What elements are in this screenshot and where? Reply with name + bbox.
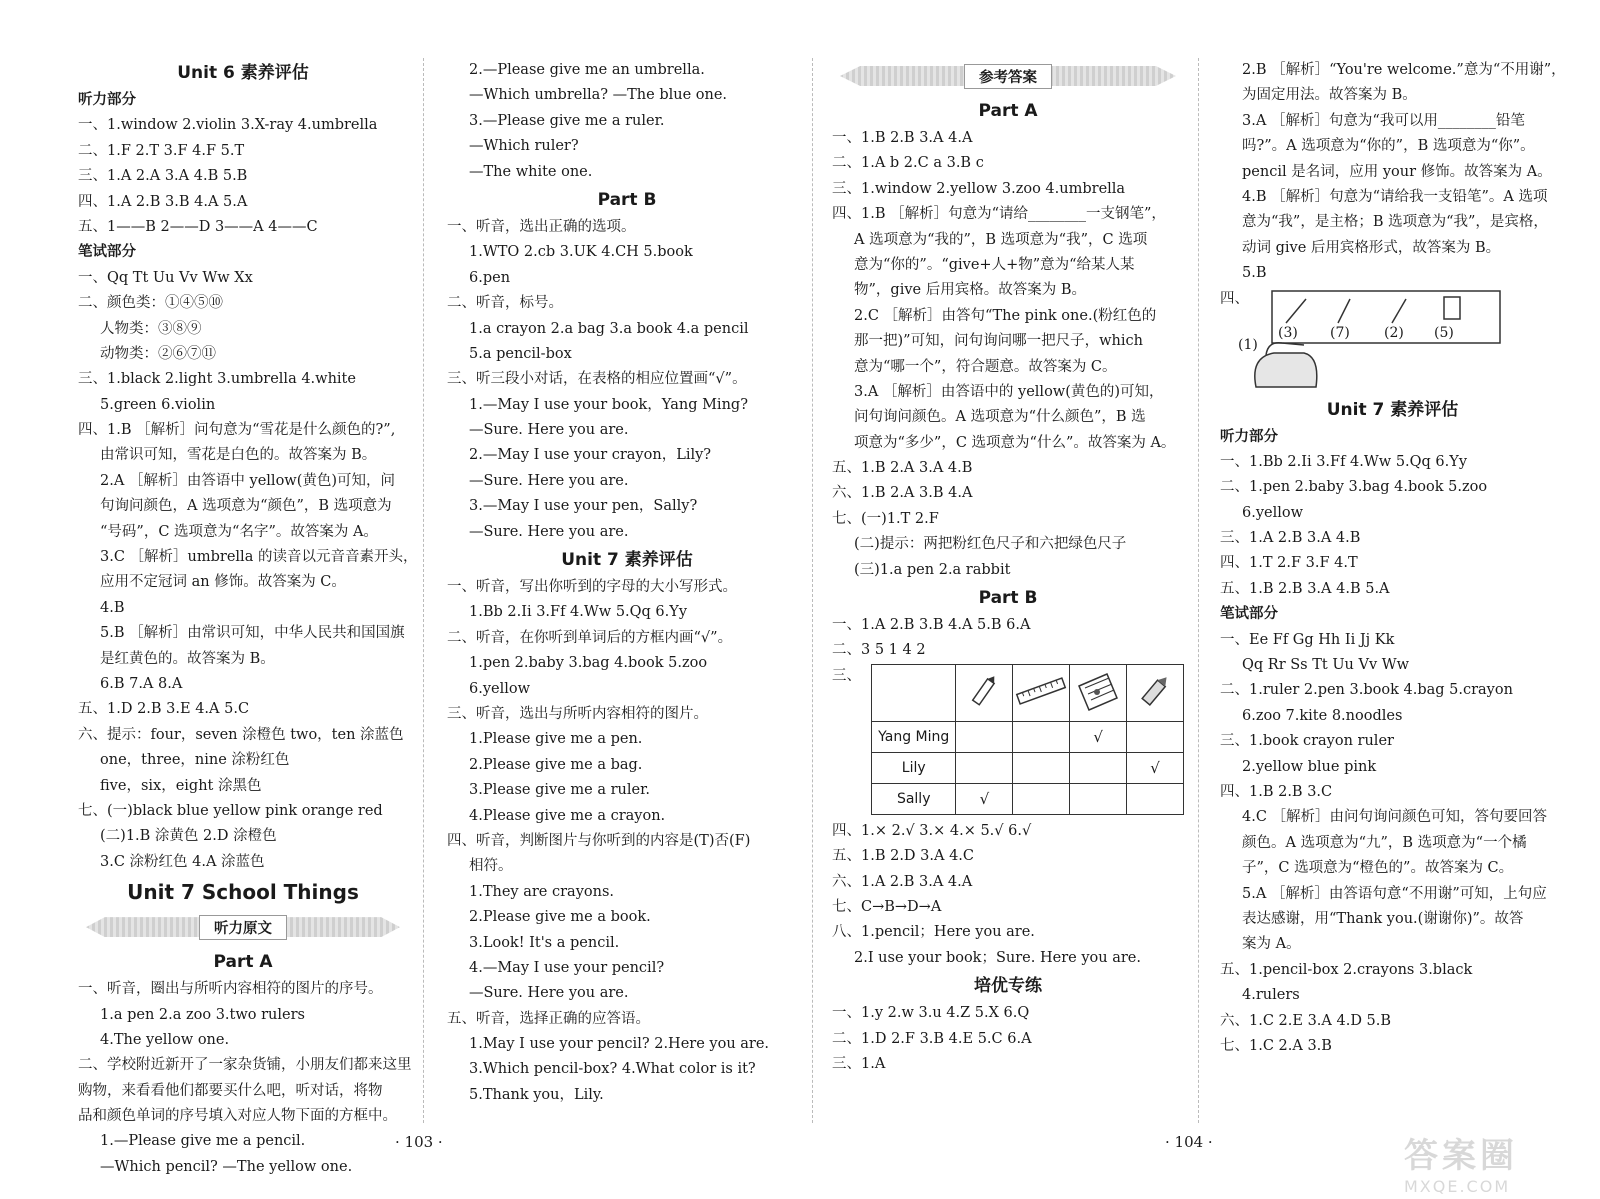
answer-line: 物”，give 后用宾格。故答案为 B。 — [854, 282, 1086, 299]
answer-line: 二、1.A b 2.C a 3.B c — [832, 155, 984, 172]
answer-line: 五、1.D 2.B 3.E 4.A 5.C — [78, 701, 250, 718]
answer-line: —Sure. Here you are. — [469, 472, 629, 489]
answer-line: 七、(一)black blue yellow pink orange red — [78, 802, 383, 819]
page-number-right: · 104 · — [1165, 1133, 1213, 1151]
answer-line: 3.Look! It's a pencil. — [469, 934, 620, 951]
answer-line: 4.The yellow one. — [100, 1031, 230, 1048]
picture-question-label: 四、 — [1220, 290, 1249, 307]
divider-1 — [423, 58, 424, 1123]
answer-line: 4.C ［解析］由问句询问颜色可知，答句要回答 — [1242, 809, 1548, 826]
answer-line: 3.A ［解析］由答语中的 yellow(黄色的)可知， — [854, 383, 1164, 400]
watermark-logo — [1404, 1128, 1554, 1196]
answer-line: 六、1.C 2.E 3.A 4.D 5.B — [1220, 1012, 1392, 1029]
column-b — [447, 58, 807, 1108]
answer-line: 吗?”。A 选项意为“你的”，B 选项意为“你”。 — [1242, 138, 1535, 155]
answer-line: 二、1.pen 2.baby 3.bag 4.book 5.zoo — [1220, 479, 1488, 496]
answer-line: 6.yellow — [469, 680, 531, 697]
ruler-picture — [1013, 664, 1070, 721]
answer-line: 四、1.B ［解析］问句意为“雪花是什么颜色的?”, — [78, 422, 396, 439]
answer-line: 品和颜色单词的序号填入对应人物下面的方框中。 — [78, 1108, 397, 1125]
answer-line: 2.B ［解析］“You're welcome.”意为“不用谢”， — [1242, 62, 1566, 78]
tick-cell — [1013, 752, 1070, 783]
answer-line: 5.A ［解析］由答语句意“不用谢”可知，上句应 — [1242, 885, 1547, 902]
answer-line: 3.C 涂粉红色 4.A 涂蓝色 — [100, 853, 265, 870]
answer-line: 2.—Please give me an umbrella. — [469, 62, 705, 78]
answer-line: 六、1.B 2.A 3.B 4.A — [832, 485, 973, 502]
answer-line: 六、1.A 2.B 3.A 4.A — [832, 873, 973, 890]
answer-line: 5.green 6.violin — [100, 396, 216, 413]
picture-number: (7) — [1330, 324, 1350, 341]
answer-line: 二、1.D 2.F 3.B 4.E 5.C 6.A — [832, 1030, 1032, 1047]
answer-line: 四、听音，判断图片与你听到的内容是(T)否(F) — [447, 832, 751, 849]
answer-line: 三、1.book crayon ruler — [1220, 733, 1394, 750]
answer-line: one，three，nine 涂粉红色 — [100, 752, 290, 769]
picture-number: (3) — [1278, 324, 1298, 341]
answer-line: 5.a pencil-box — [469, 345, 572, 362]
answer-line: 三、听音，选出与所听内容相符的图片。 — [447, 705, 708, 722]
picture-number: (1) — [1238, 336, 1258, 353]
tick-cell: √ — [956, 783, 1013, 814]
section-heading: Part B — [978, 588, 1038, 609]
watermark-line1: 答案圈 — [1404, 1136, 1518, 1176]
answer-line: 四、1.A 2.B 3.B 4.A 5.A — [78, 193, 248, 210]
answer-line: 购物，来看看他们都要买什么吧，听对话，将物 — [78, 1082, 383, 1099]
answer-line: 句询问颜色，A 选项意为“颜色”，B 选项意为 — [100, 498, 392, 515]
answer-line: 七、(一)1.T 2.F — [832, 510, 939, 527]
answer-line: 二、听音，在你听到单词后的方框内画“√”。 — [447, 629, 733, 646]
answer-line: 4.Please give me a crayon. — [469, 807, 666, 824]
tick-cell — [1013, 721, 1070, 752]
answer-line: Qq Rr Ss Tt Uu Vv Ww — [1242, 657, 1410, 674]
answer-line: 2.Please give me a book. — [469, 909, 651, 926]
answer-line: (三)1.a pen 2.a rabbit — [854, 561, 1011, 578]
section-heading: 培优专练 — [974, 976, 1042, 997]
answer-line: 二、听音，标号。 — [447, 295, 563, 312]
answer-line: 三、1.black 2.light 3.umbrella 4.white — [78, 371, 356, 388]
answer-line: (二)1.B 涂黄色 2.D 涂橙色 — [100, 828, 277, 845]
answer-line: 一、Ee Ff Gg Hh Ii Jj Kk — [1220, 631, 1395, 648]
answer-line: “号码”，C 选项意为“名字”。故答案为 A。 — [100, 523, 378, 540]
answer-line: 一、1.B 2.B 3.A 4.A — [832, 130, 973, 146]
answer-line: 1.Please give me a pen. — [469, 731, 643, 748]
answer-line: 6.B 7.A 8.A — [100, 675, 183, 692]
answer-line: 6.zoo 7.kite 8.noodles — [1242, 707, 1403, 724]
answer-line: 五、1.pencil-box 2.crayons 3.black — [1220, 961, 1473, 978]
answer-line: 一、1.window 2.violin 3.X-ray 4.umbrella — [78, 117, 378, 134]
table-row — [872, 721, 1184, 752]
answer-line: 4.rulers — [1242, 987, 1300, 1004]
schoolbag-picture — [1220, 287, 1560, 395]
answer-line: —Sure. Here you are. — [469, 523, 629, 540]
tick-cell — [1013, 783, 1070, 814]
answer-line: 五、1.B 2.D 3.A 4.C — [832, 848, 975, 865]
answer-line: 二、3 5 1 4 2 — [832, 642, 926, 659]
answer-line: 四、1.× 2.√ 3.× 4.× 5.√ 6.√ — [832, 822, 1032, 839]
answer-line: 是红黄色的。故答案为 B。 — [100, 650, 275, 667]
answer-line: 应用不定冠词 an 修饰。故答案为 C。 — [100, 574, 346, 591]
divider-2 — [812, 58, 813, 1123]
row-name: Sally — [872, 783, 956, 814]
row-name: Yang Ming — [872, 721, 956, 752]
tick-cell — [1127, 721, 1184, 752]
answer-line: —The white one. — [469, 163, 593, 180]
unit-heading: Unit 7 School Things — [127, 880, 359, 905]
answer-line: 5.Thank you，Lily. — [469, 1086, 604, 1103]
answer-line: 1.pen 2.baby 3.bag 4.book 5.zoo — [469, 655, 708, 672]
answer-line: 五、1.B 2.B 3.A 4.B 5.A — [1220, 580, 1390, 597]
answer-line: 4.B — [100, 599, 125, 616]
answer-line: 项意为“多少”，C 选项意为“什么”。故答案为 A。 — [854, 434, 1176, 451]
answer-line: 表达感谢，用“Thank you.(谢谢你)”。故答 — [1242, 910, 1524, 927]
part-label: 听力部分 — [1220, 428, 1278, 445]
answer-line: 意为“我”，是主格；B 选项意为“我”，是宾格， — [1242, 214, 1548, 231]
answer-line: 2.Please give me a bag. — [469, 756, 643, 773]
answer-line: 子”，C 选项意为“橙色的”。故答案为 C。 — [1242, 860, 1514, 877]
answer-line: 八、1.pencil；Here you are. — [832, 924, 1035, 941]
answer-line: 5.B — [1242, 265, 1267, 282]
answer-line: 意为“哪一个”，符合题意。故答案为 C。 — [854, 358, 1117, 375]
answer-line: 三、1.A 2.A 3.A 4.B 5.B — [78, 168, 248, 185]
answer-line: 一、听音，选出正确的选项。 — [447, 218, 636, 235]
section-banner — [78, 913, 408, 941]
part-label: 笔试部分 — [1220, 606, 1278, 623]
row-name: Lily — [872, 752, 956, 783]
answer-line: 1.May I use your pencil? 2.Here you are. — [469, 1036, 770, 1053]
answer-line: 1.Bb 2.Ii 3.Ff 4.Ww 5.Qq 6.Yy — [469, 604, 688, 621]
tick-cell — [1070, 783, 1127, 814]
answer-line: 3.A ［解析］句意为“我可以用________铅笔 — [1242, 112, 1525, 129]
answer-line: 六、提示：four，seven 涂橙色 two，ten 涂蓝色 — [78, 726, 404, 743]
answer-line: 五、听音，选择正确的应答语。 — [447, 1010, 650, 1027]
answer-line: 1.WTO 2.cb 3.UK 4.CH 5.book — [469, 244, 693, 261]
banner-label: 参考答案 — [964, 64, 1052, 89]
answer-line: 动词 give 后用宾格形式，故答案为 B。 — [1242, 239, 1501, 256]
answer-line: 七、C→B→D→A — [832, 898, 942, 915]
answer-line: 三、1.window 2.yellow 3.zoo 4.umbrella — [832, 180, 1126, 197]
answer-line: 一、1.y 2.w 3.u 4.Z 5.X 6.Q — [832, 1005, 1030, 1022]
answer-line: 4.—May I use your pencil? — [469, 959, 665, 976]
section-heading: Unit 7 素养评估 — [1326, 399, 1459, 420]
section-heading: Part B — [597, 189, 657, 210]
answer-line: 四、1.B 2.B 3.C — [1220, 783, 1333, 800]
answer-line: 3.—May I use your pen，Sally? — [469, 498, 698, 515]
crayon-box-picture — [1070, 664, 1127, 721]
answer-line: 相符。 — [469, 858, 513, 875]
tick-cell — [1127, 783, 1184, 814]
answer-line: 2.C ［解析］由答句“The pink one.(粉红色的 — [854, 307, 1157, 324]
tick-cell: √ — [1127, 752, 1184, 783]
tick-table — [871, 664, 1184, 815]
answer-line: 二、颜色类：①④⑤⑩ — [78, 295, 223, 312]
answer-line: 五、1——B 2——D 3——A 4——C — [78, 218, 318, 235]
answer-line: —Which umbrella? —The blue one. — [469, 87, 728, 104]
table-row — [872, 783, 1184, 814]
answer-line: 二、1.F 2.T 3.F 4.F 5.T — [78, 142, 245, 159]
answer-line: 3.Which pencil-box? 4.What color is it? — [469, 1061, 756, 1078]
table-corner — [872, 664, 956, 721]
answer-line: 2.yellow blue pink — [1242, 758, 1377, 775]
part-label: 笔试部分 — [78, 244, 136, 261]
answer-line: 一、听音，圈出与所听内容相符的图片的序号。 — [78, 981, 383, 998]
watermark-line2: MXQE.COM — [1404, 1177, 1511, 1196]
answer-line: 五、1.B 2.A 3.A 4.B — [832, 460, 973, 477]
answer-table — [832, 664, 1184, 815]
answer-line: 6.yellow — [1242, 504, 1304, 521]
tick-cell: √ — [1070, 721, 1127, 752]
answer-line: 2.A ［解析］由答语中 yellow(黄色)可知，问 — [100, 472, 396, 489]
tick-cell — [956, 721, 1013, 752]
answer-line: 二、1.ruler 2.pen 3.book 4.bag 5.crayon — [1220, 682, 1513, 699]
answer-line: 3.C ［解析］umbrella 的读音以元音音素开头， — [100, 549, 418, 566]
answer-line: 意为“你的”。“give+人+物”意为“给某人某 — [854, 256, 1135, 273]
answer-line: 四、1.B ［解析］句意为“请给________一支钢笔”， — [832, 206, 1166, 223]
pen-picture — [956, 664, 1013, 721]
tick-cell — [1070, 752, 1127, 783]
answer-line: 二、学校附近新开了一家杂货铺，小朋友们都来这里 — [78, 1057, 412, 1074]
answer-line: 三、1.A 2.B 3.A 4.B — [1220, 530, 1361, 547]
column-a — [78, 58, 418, 1180]
answer-line: 1.They are crayons. — [469, 883, 614, 900]
table-question-label: 三、 — [832, 667, 861, 684]
answer-line: 颜色。A 选项意为“九”，B 选项意为“一个橘 — [1242, 834, 1527, 851]
divider-3 — [1198, 58, 1199, 1123]
column-d — [1220, 58, 1565, 1059]
page-number-left: · 103 · — [395, 1133, 443, 1151]
answer-line: 2.I use your book；Sure. Here you are. — [854, 949, 1141, 966]
section-heading: Part A — [978, 101, 1038, 121]
crayon-picture — [1127, 664, 1184, 721]
answer-line: —Which pencil? —The yellow one. — [100, 1158, 353, 1175]
answer-line: 1.—Please give me a pencil. — [100, 1133, 306, 1150]
answer-line: 为固定用法。故答案为 B。 — [1242, 87, 1417, 104]
answer-line: five，six，eight 涂黑色 — [100, 777, 262, 794]
answer-line: pencil 是名词，应用 your 修饰。故答案为 A。 — [1242, 163, 1552, 180]
answer-line: —Sure. Here you are. — [469, 985, 629, 1002]
section-heading: Unit 7 素养评估 — [561, 550, 693, 571]
answer-line: 一、Qq Tt Uu Vv Ww Xx — [78, 269, 253, 286]
picture-number: (5) — [1434, 324, 1454, 341]
answer-line: 3.Please give me a ruler. — [469, 782, 651, 799]
picture-number: (2) — [1384, 324, 1404, 341]
answer-line: 4.B ［解析］句意为“请给我一支铅笔”。A 选项 — [1242, 188, 1548, 205]
answer-line: 1.—May I use your book，Yang Ming? — [469, 396, 748, 413]
answer-line: 1.a crayon 2.a bag 3.a book 4.a pencil — [469, 320, 749, 337]
answer-line: —Which ruler? — [469, 138, 579, 155]
answer-line: 案为 A。 — [1242, 936, 1301, 953]
answer-line: 四、1.T 2.F 3.F 4.T — [1220, 555, 1358, 572]
answer-line: (二)提示：两把粉红色尺子和六把绿色尺子 — [854, 536, 1127, 553]
banner-label: 听力原文 — [199, 915, 287, 940]
answer-line: 6.pen — [469, 269, 511, 286]
section-banner — [832, 62, 1184, 90]
picture-question — [1220, 287, 1565, 395]
column-c — [832, 58, 1184, 1077]
answer-line: —Sure. Here you are. — [469, 422, 629, 439]
answer-line: 问句询问颜色。A 选项意为“什么颜色”，B 选 — [854, 409, 1146, 426]
answer-line: 三、1.A — [832, 1055, 886, 1072]
part-label: 听力部分 — [78, 92, 136, 108]
answer-line: 那一把)”可知，问句询问哪一把尺子，which — [854, 333, 1143, 350]
section-heading: Part A — [213, 952, 273, 973]
answer-line: 由常识可知，雪花是白色的。故答案为 B。 — [100, 447, 377, 464]
answer-line: 一、1.A 2.B 3.B 4.A 5.B 6.A — [832, 617, 1031, 634]
answer-line: 一、听音，写出你听到的字母的大小写形式。 — [447, 579, 737, 596]
answer-line: 5.B ［解析］由常识可知，中华人民共和国国旗 — [100, 625, 405, 642]
answer-line: 一、1.Bb 2.Ii 3.Ff 4.Ww 5.Qq 6.Yy — [1220, 453, 1468, 470]
answer-line: 2.—May I use your crayon，Lily? — [469, 447, 712, 464]
tick-cell — [956, 752, 1013, 783]
answer-line: 1.a pen 2.a zoo 3.two rulers — [100, 1006, 305, 1023]
answer-line: A 选项意为“我的”，B 选项意为“我”，C 选项 — [854, 231, 1148, 248]
answer-line: 动物类：②⑥⑦⑪ — [100, 345, 216, 362]
answer-line: 三、听三段小对话，在表格的相应位置画“√”。 — [447, 371, 747, 388]
answer-line: 3.—Please give me a ruler. — [469, 112, 665, 129]
section-heading: Unit 6 素养评估 — [177, 63, 309, 83]
table-row — [872, 752, 1184, 783]
answer-line: 人物类：③⑧⑨ — [100, 320, 202, 337]
answer-line: 七、1.C 2.A 3.B — [1220, 1037, 1332, 1054]
